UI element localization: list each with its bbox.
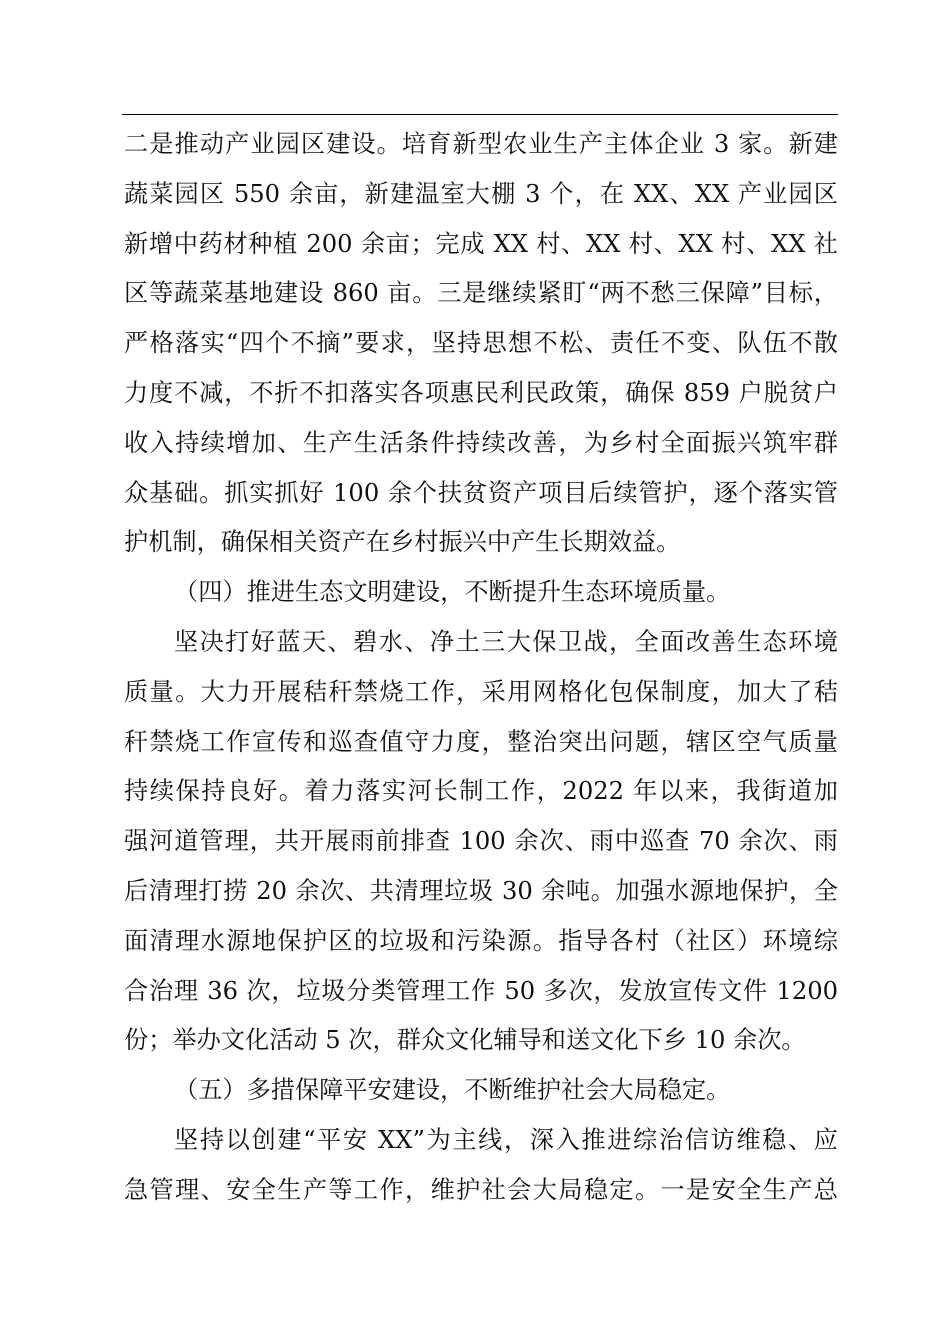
text-line: 力度不减，不折不扣落实各项惠民利民政策，确保 859 户脱贫户	[124, 378, 838, 407]
text-line: 强河道管理，共开展雨前排查 100 余次、雨中巡查 70 余次、雨	[124, 827, 838, 856]
text-line: 新增中药材种植 200 余亩；完成 XX 村、XX 村、XX 村、XX 社	[124, 229, 838, 258]
document-body	[124, 120, 838, 1216]
text-line: 众基础。抓实抓好 100 余个扶贫资产项目后续管护，逐个落实管	[124, 478, 838, 507]
text-line: 质量。大力开展秸秆禁烧工作，采用网格化包保制度，加大了秸	[124, 677, 838, 706]
section-heading-5: （五）多措保障平安建设，不断维护社会大局稳定。	[174, 1076, 731, 1105]
text-line: 蔬菜园区 550 余亩，新建温室大棚 3 个，在 XX、XX 产业园区	[124, 179, 838, 208]
section-heading-4: （四）推进生态文明建设，不断提升生态环境质量。	[174, 578, 731, 607]
text-line: 二是推动产业园区建设。培育新型农业生产主体企业 3 家。新建	[124, 130, 838, 158]
text-line: 份；举办文化活动 5 次，群众文化辅导和送文化下乡 10 余次。	[124, 1026, 806, 1055]
text-line: 面清理水源地保护区的垃圾和污染源。指导各村（社区）环境综	[124, 926, 838, 955]
text-line: 坚决打好蓝天、碧水、净土三大保卫战，全面改善生态环境	[174, 627, 838, 656]
text-line: 严格落实“四个不摘”要求，坚持思想不松、责任不变、队伍不散	[124, 329, 838, 358]
header-divider	[122, 114, 838, 115]
text-line: 坚持以创建“平安 XX”为主线，深入推进综治信访维稳、应	[174, 1125, 838, 1154]
text-line: 护机制，确保相关资产在乡村振兴中产生长期效益。	[124, 528, 681, 557]
text-line: 后清理打捞 20 余次、共清理垃圾 30 余吨。加强水源地保护，全	[124, 876, 838, 905]
text-line: 急管理、安全生产等工作，维护社会大局稳定。一是安全生产总	[124, 1175, 838, 1204]
text-line: 合治理 36 次，垃圾分类管理工作 50 多次，发放宣传文件 1200	[124, 976, 838, 1005]
text-line: 区等蔬菜基地建设 860 亩。三是继续紧盯“两不愁三保障”目标，	[124, 279, 838, 308]
text-line: 持续保持良好。着力落实河长制工作，2022 年以来，我街道加	[124, 777, 838, 806]
text-line: 收入持续增加、生产生活条件持续改善，为乡村全面振兴筑牢群	[124, 428, 838, 457]
text-line: 秆禁烧工作宣传和巡查值守力度，整治突出问题，辖区空气质量	[124, 727, 838, 756]
